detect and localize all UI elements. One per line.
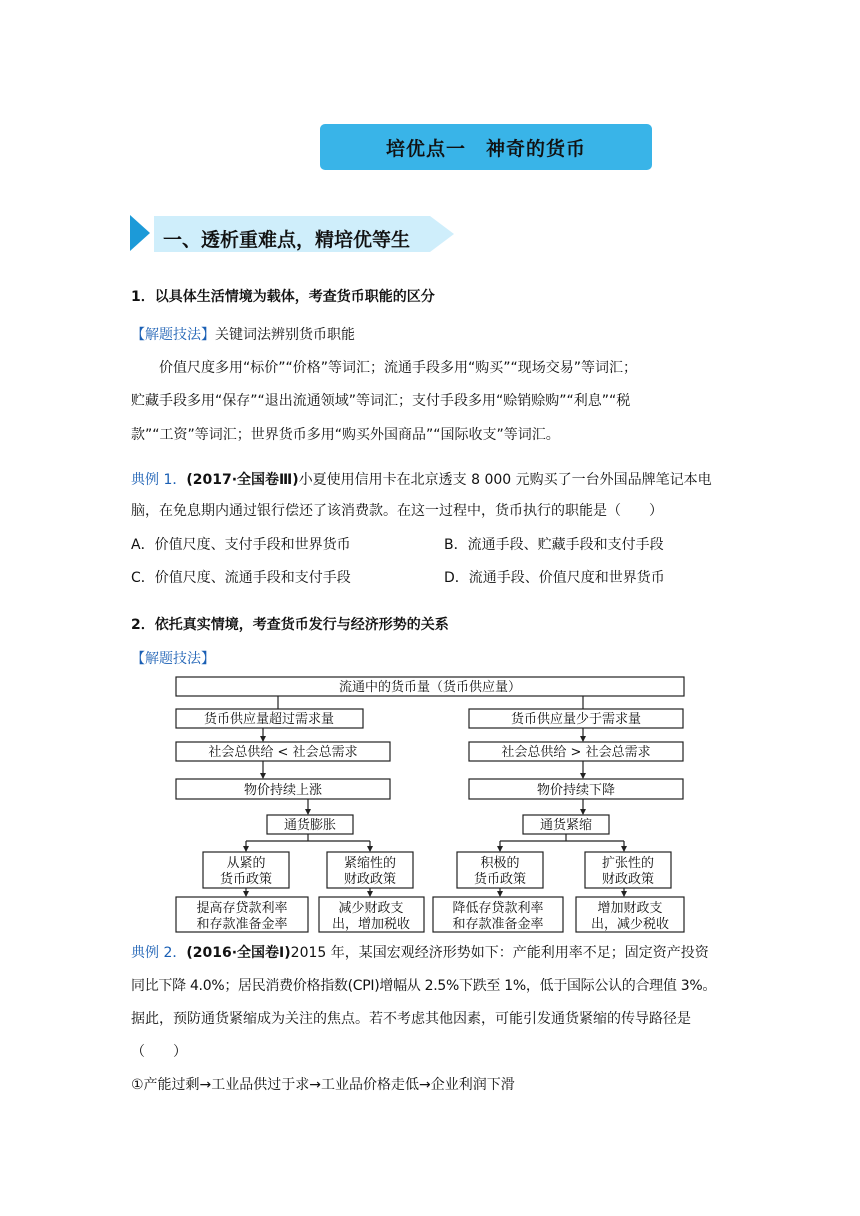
- tip-label: 【解题技法】: [131, 651, 215, 667]
- tip-text: 关键词法辨别货币职能: [215, 327, 355, 343]
- topic1-heading: 1．以具体生活情境为载体，考查货币职能的区分: [131, 289, 435, 305]
- diagram-label: 减少财政支: [338, 901, 404, 916]
- diagram-label: 增加财政支: [597, 901, 663, 916]
- diagram-label: 通货紧缩: [539, 818, 593, 833]
- diagram-label: 和存款准备金率: [196, 917, 288, 932]
- diagram-label: 出，增加税收: [331, 917, 411, 932]
- diagram-label: 和存款准备金率: [452, 917, 544, 932]
- diagram-label: 社会总供给 < 社会总需求: [208, 745, 358, 760]
- topic1-para-line: 款”“工资”等词汇；世界货币多用“购买外国商品”“国际收支”等词汇。: [131, 427, 560, 443]
- example2-text: 2015 年，某国宏观经济形势如下：产能利用率不足；固定资产投资: [290, 945, 709, 961]
- section-title: 一、透析重难点，精培优等生: [163, 229, 411, 251]
- option-c: C．价值尺度、流通手段和支付手段: [131, 570, 351, 586]
- page-title: 培优点一 神奇的货币: [385, 137, 586, 160]
- example2-item1: ①产能过剩→工业品供过于求→工业品价格走低→企业利润下滑: [131, 1077, 515, 1093]
- topic1-tip: [131, 324, 355, 344]
- diagram-label: 货币供应量少于需求量: [510, 712, 642, 727]
- diagram-label: 流通中的货币量（货币供应量）: [338, 680, 522, 695]
- tip-label: 【解题技法】: [131, 327, 215, 343]
- diagram-label: 物价持续上涨: [243, 783, 323, 798]
- money-supply-flow-diagram: [174, 675, 688, 933]
- option-b: B．流通手段、贮藏手段和支付手段: [444, 537, 664, 553]
- example1-line2: 脑，在免息期内通过银行偿还了该消费款。在这一过程中，货币执行的职能是（ ）: [131, 503, 663, 519]
- example2-line4: （ ）: [131, 1044, 187, 1060]
- diagram-label: 货币供应量超过需求量: [203, 712, 335, 727]
- diagram-label: 出，减少税收: [590, 917, 670, 932]
- diagram-label: 提高存贷款利率: [196, 901, 288, 916]
- diagram-label: 货币政策: [219, 872, 273, 887]
- diagram-label: 货币政策: [473, 872, 527, 887]
- example1-line1: [131, 469, 712, 489]
- diagram-label: 从紧的: [226, 856, 266, 871]
- diagram-label: 财政政策: [601, 872, 655, 887]
- example2-source: (2016·全国卷Ⅰ): [186, 945, 291, 961]
- diagram-label: 扩张性的: [601, 856, 655, 871]
- diagram-label: 社会总供给 > 社会总需求: [501, 745, 651, 760]
- diagram-label: 积极的: [480, 856, 520, 871]
- topic2-tip-label: [131, 648, 215, 668]
- diagram-label: 降低存贷款利率: [452, 901, 544, 916]
- option-a: A．价值尺度、支付手段和世界货币: [131, 537, 351, 553]
- example2-line3: 据此，预防通货紧缩成为关注的焦点。若不考虑其他因素，可能引发通货紧缩的传导路径是: [131, 1011, 691, 1027]
- topic1-para-line: 价值尺度多用“标价”“价格”等词汇；流通手段多用“购买”“现场交易”等词汇；: [159, 360, 638, 376]
- topic1-para-line: 贮藏手段多用“保存”“退出流通领域”等词汇；支付手段多用“赊销赊购”“利息”“税: [131, 393, 631, 409]
- diagram-label: 物价持续下降: [536, 783, 616, 798]
- topic2-heading: 2．依托真实情境，考查货币发行与经济形势的关系: [131, 617, 449, 633]
- example1-source: (2017·全国卷Ⅲ): [186, 472, 299, 488]
- section-arrow-icon: [130, 215, 150, 251]
- option-d: D．流通手段、价值尺度和世界货币: [444, 570, 665, 586]
- example2-line2: 同比下降 4.0%；居民消费价格指数(CPI)增幅从 2.5%下跌至 1%，低于国际公认的合理值 3%。: [131, 978, 717, 994]
- example1-text: 小夏使用信用卡在北京透支 8 000 元购买了一台外国品牌笔记本电: [298, 472, 712, 488]
- title-banner: [320, 124, 652, 170]
- diagram-label: 紧缩性的: [343, 856, 397, 871]
- diagram-label: 财政政策: [343, 872, 397, 887]
- diagram-label: 通货膨胀: [283, 818, 337, 833]
- example2-label: 典例 2．: [131, 945, 187, 961]
- example1-label: 典例 1．: [131, 472, 187, 488]
- example2-line1: [131, 942, 709, 962]
